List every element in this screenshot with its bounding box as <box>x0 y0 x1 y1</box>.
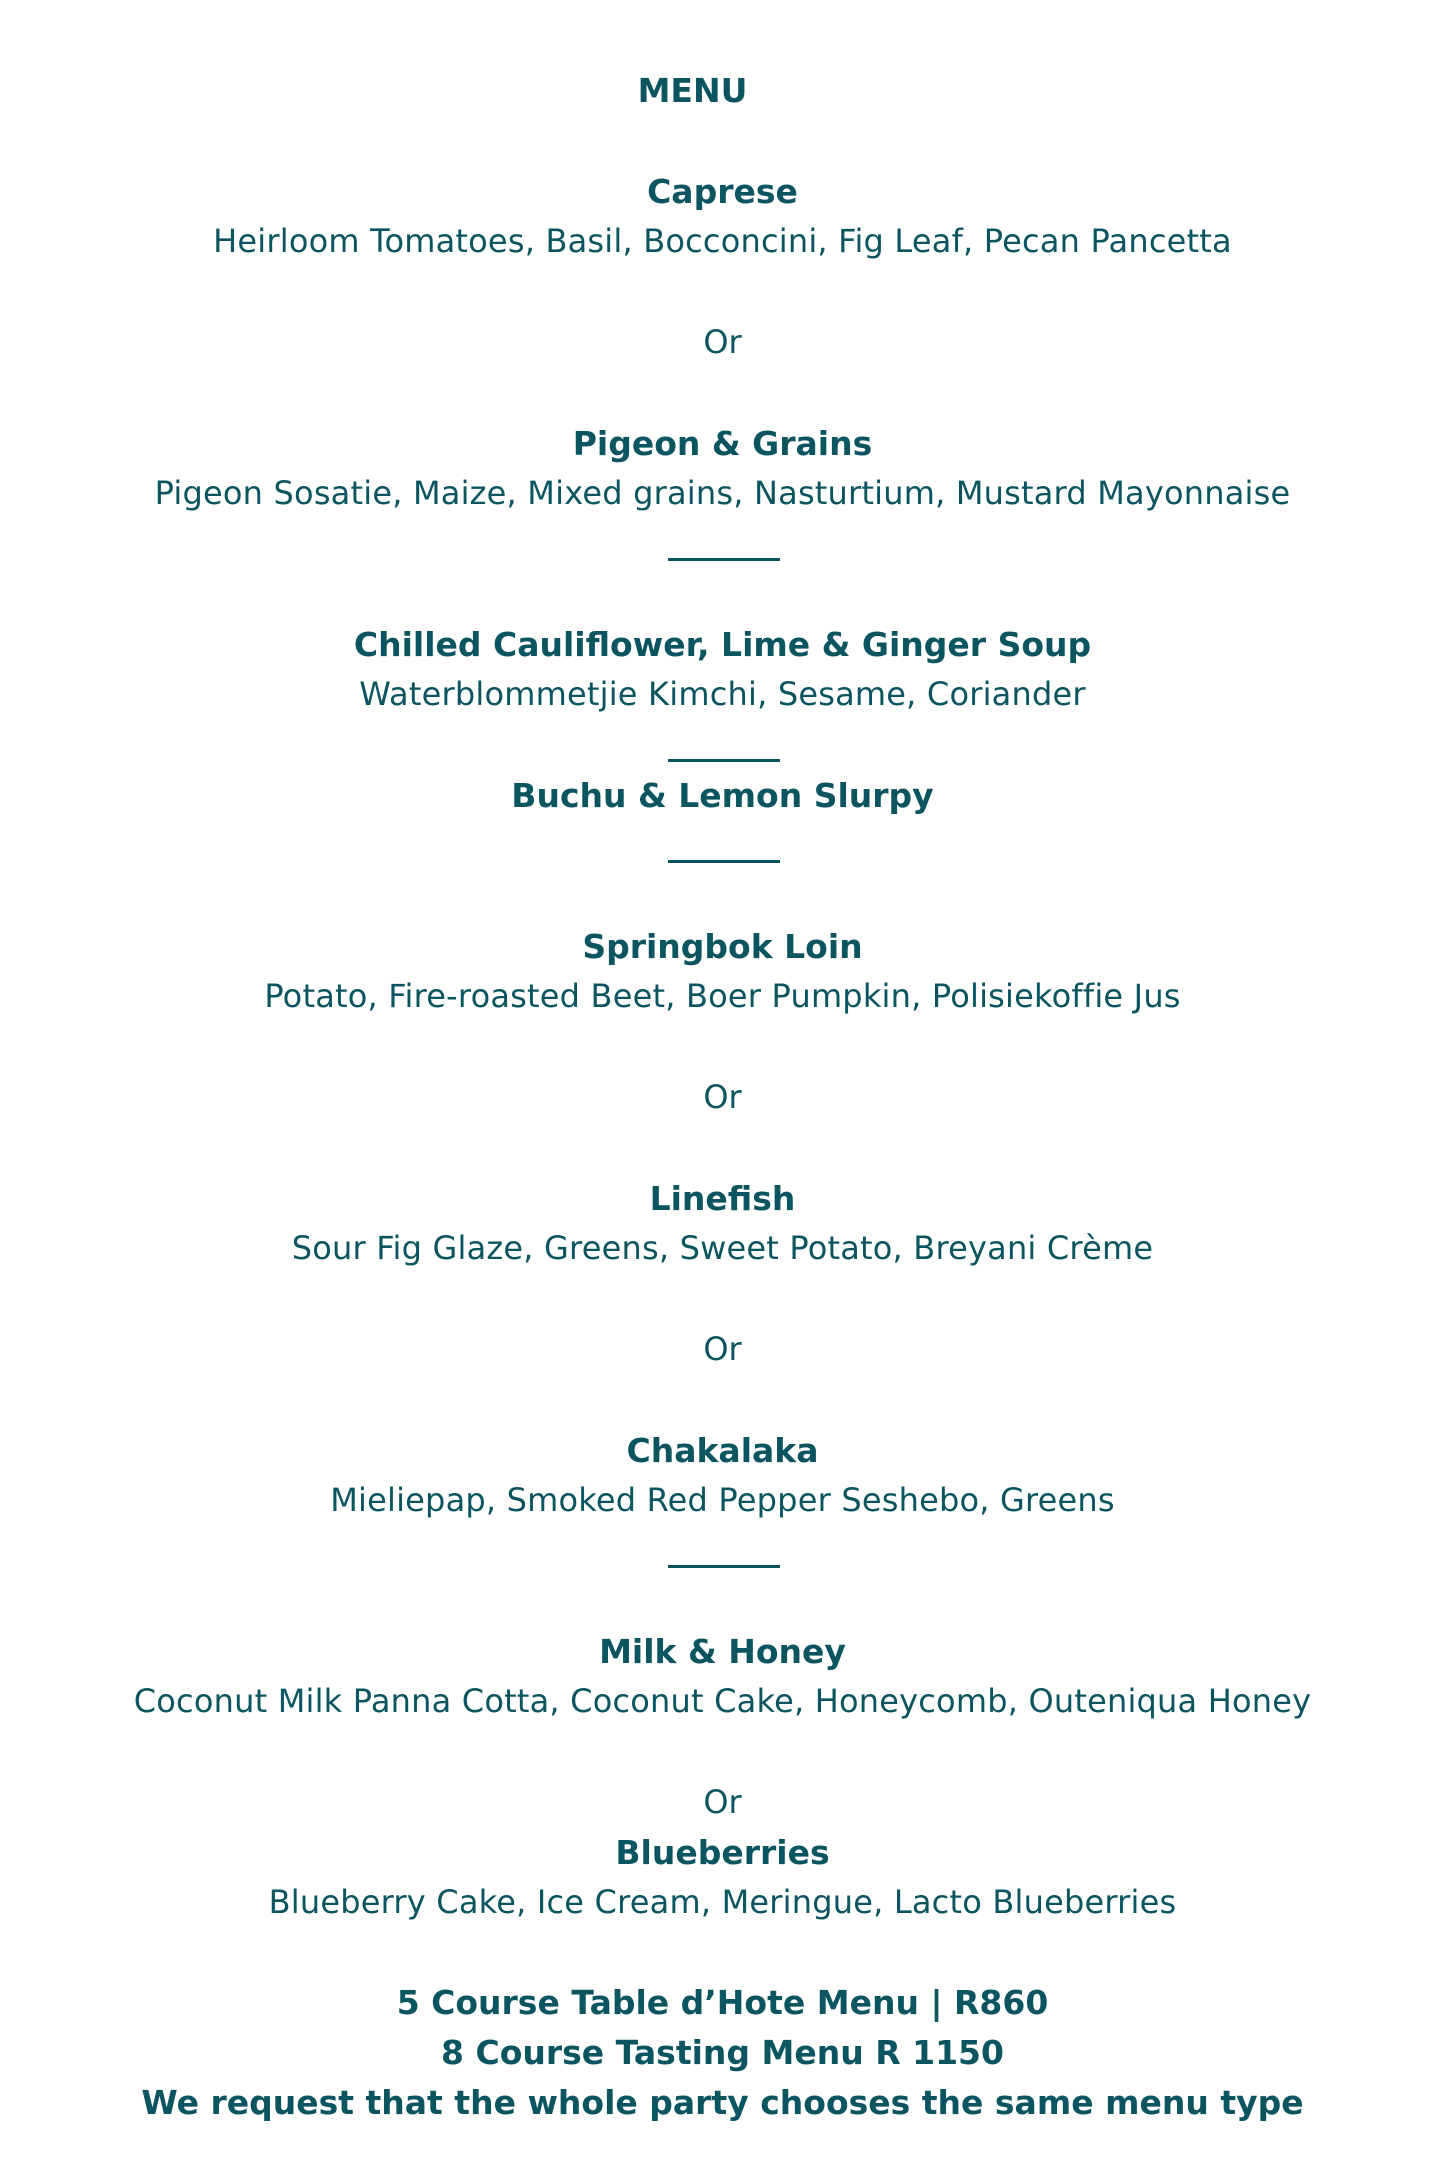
price-tasting-menu: 8 Course Tasting Menu R 1150 <box>441 2033 1004 2072</box>
dish-description-milk-honey: Coconut Milk Panna Cotta, Coconut Cake, Honeycomb, Outeniqua Honey <box>133 1682 1312 1720</box>
dish-description-springbok-loin: Potato, Fire-roasted Beet, Boer Pumpkin, Polisiekoffie Jus <box>264 977 1181 1015</box>
course-divider <box>668 860 780 863</box>
party-request-note: We request that the whole party chooses the same menu type <box>141 2083 1304 2122</box>
or-separator: Or <box>703 323 742 361</box>
menu-title: MENU <box>637 71 748 110</box>
dish-name-slurpy: Buchu & Lemon Slurpy <box>511 776 934 815</box>
dish-name-pigeon-grains: Pigeon & Grains <box>572 424 873 463</box>
dish-description-soup: Waterblommetjie Kimchi, Sesame, Coriander <box>359 675 1086 713</box>
dish-name-caprese: Caprese <box>647 172 798 211</box>
dish-description-pigeon-grains: Pigeon Sosatie, Maize, Mixed grains, Nasturtium, Mustard Mayonnaise <box>154 474 1291 512</box>
course-divider <box>668 558 780 561</box>
or-separator: Or <box>703 1783 742 1821</box>
dish-name-linefish: Linefish <box>649 1179 796 1218</box>
course-divider <box>668 759 780 762</box>
dish-description-blueberries: Blueberry Cake, Ice Cream, Meringue, Lacto Blueberries <box>268 1883 1177 1921</box>
dish-name-chakalaka: Chakalaka <box>626 1431 819 1470</box>
dish-name-blueberries: Blueberries <box>615 1833 830 1872</box>
dish-description-caprese: Heirloom Tomatoes, Basil, Bocconcini, Fig Leaf, Pecan Pancetta <box>213 222 1232 260</box>
dish-description-chakalaka: Mieliepap, Smoked Red Pepper Seshebo, Greens <box>330 1481 1115 1519</box>
or-separator: Or <box>703 1078 742 1116</box>
dish-name-soup: Chilled Cauliflower, Lime & Ginger Soup <box>353 625 1092 664</box>
or-separator: Or <box>703 1330 742 1368</box>
dish-name-milk-honey: Milk & Honey <box>599 1632 846 1671</box>
price-table-dhote: 5 Course Table d’Hote Menu | R860 <box>396 1983 1049 2022</box>
dish-description-linefish: Sour Fig Glaze, Greens, Sweet Potato, Breyani Crème <box>291 1229 1154 1267</box>
course-divider <box>668 1565 780 1568</box>
dish-name-springbok-loin: Springbok Loin <box>582 927 863 966</box>
